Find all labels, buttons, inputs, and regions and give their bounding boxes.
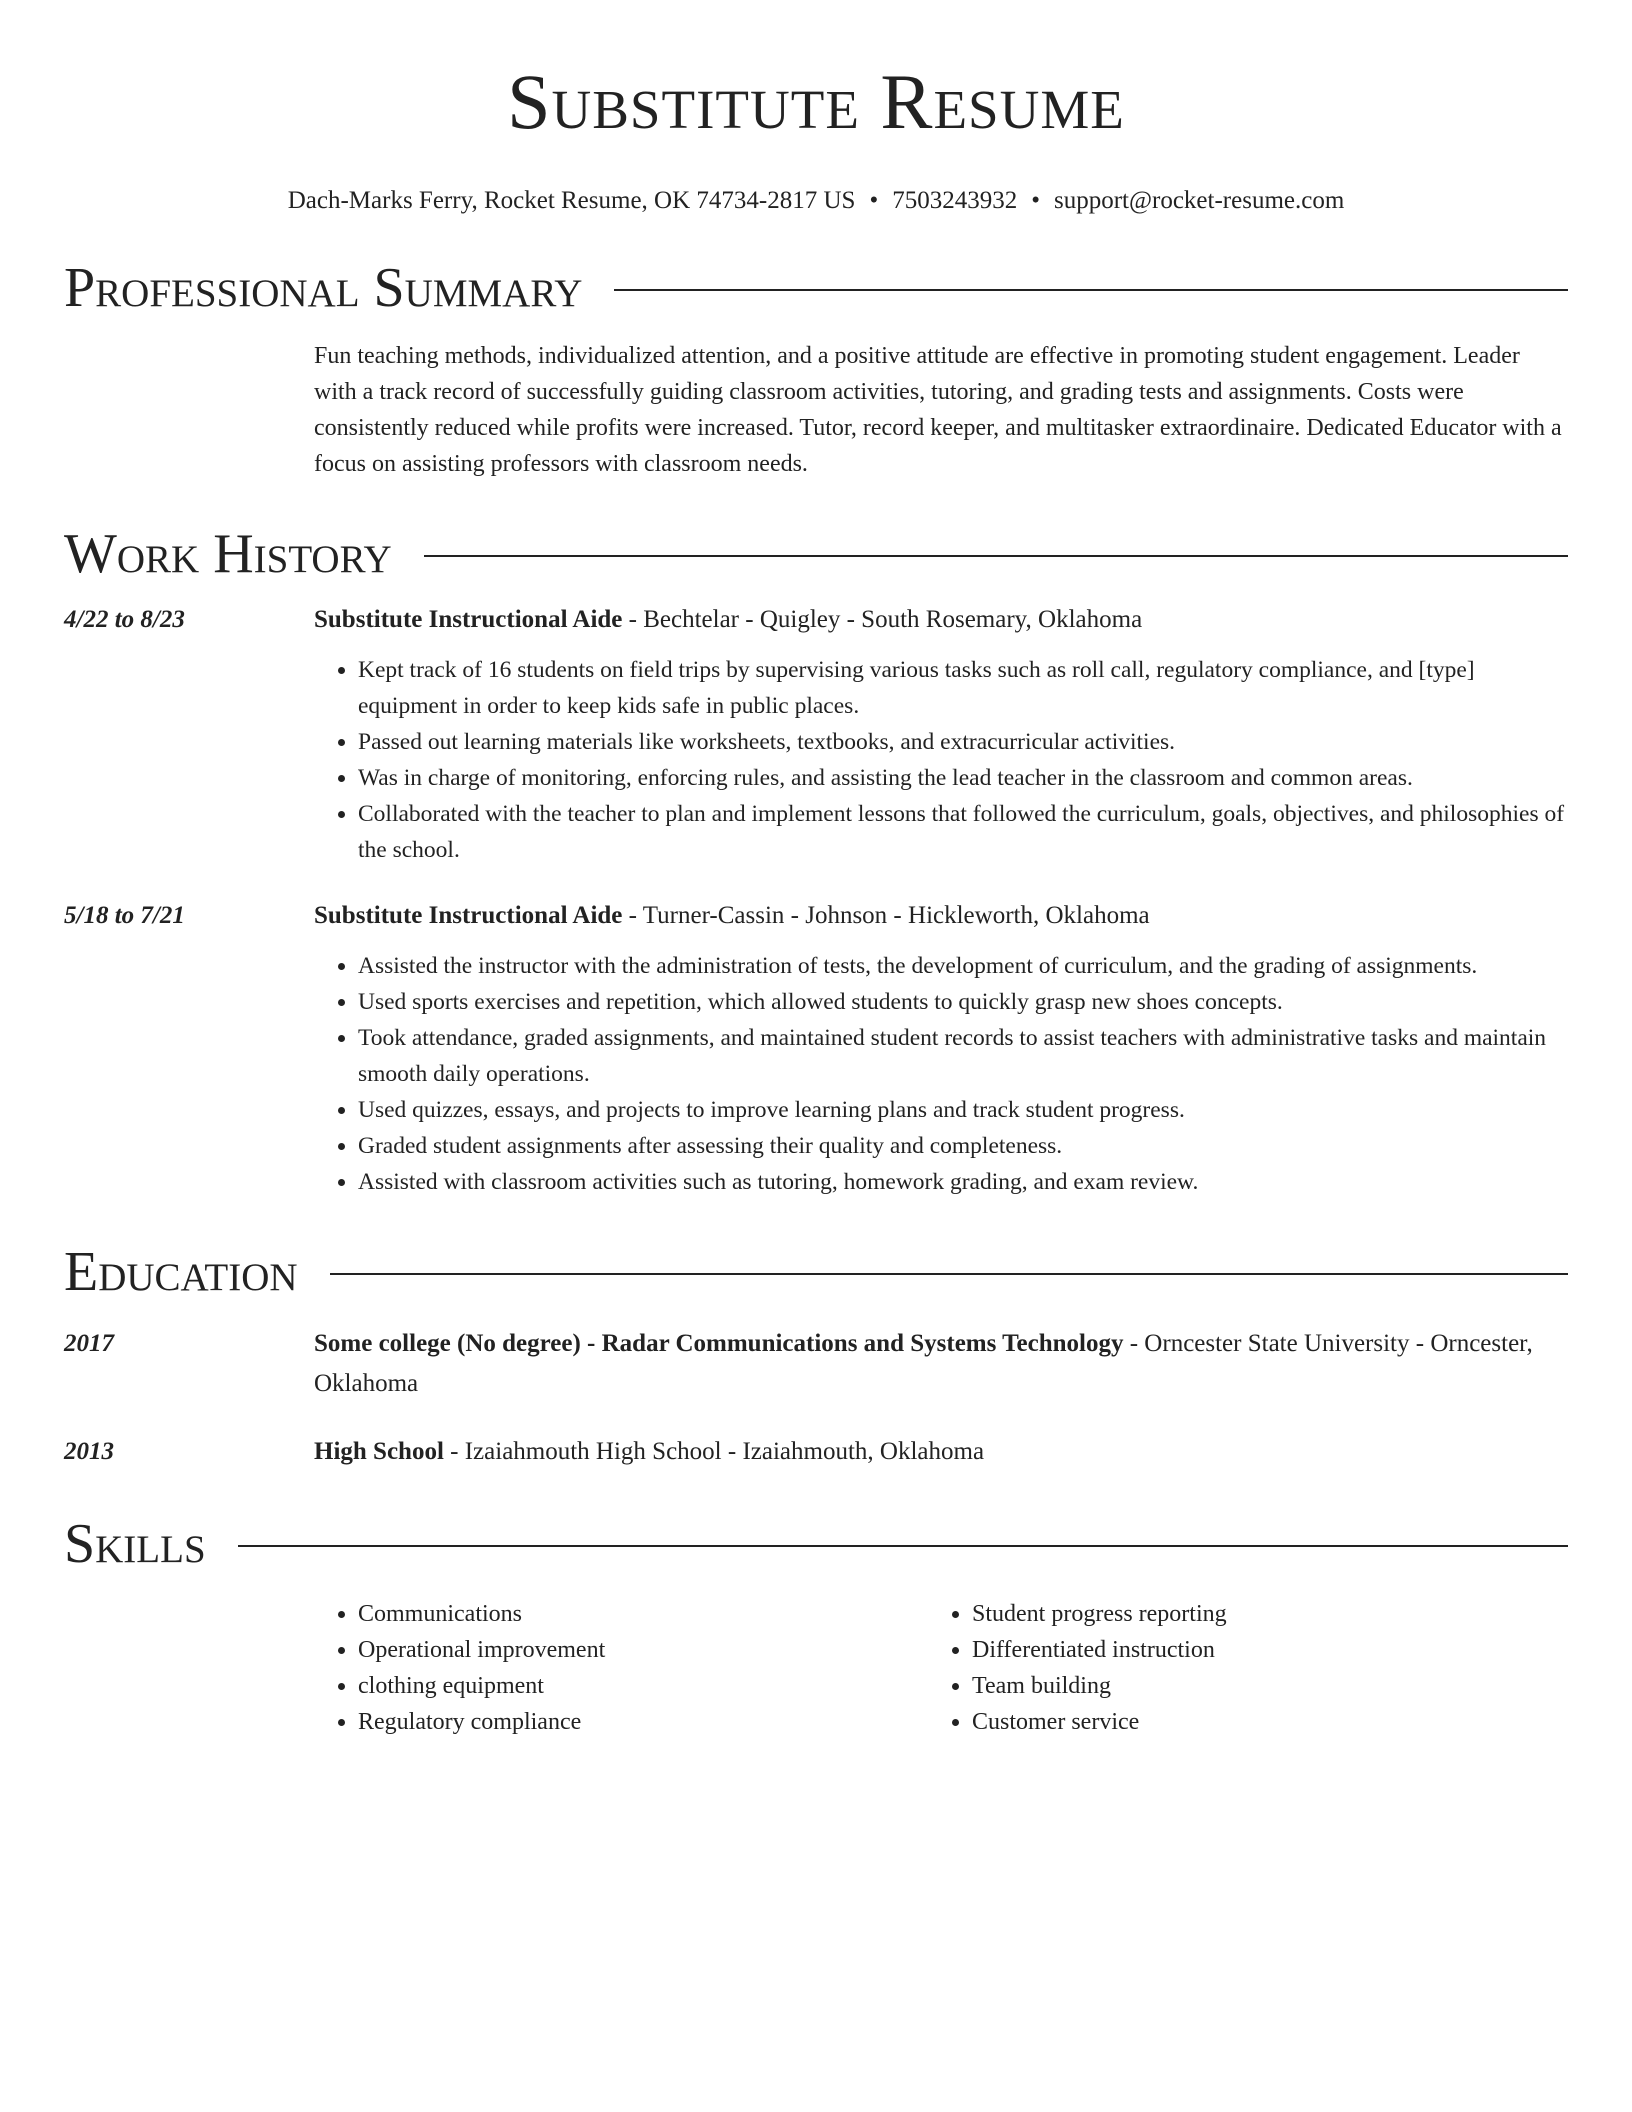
education-body [314, 1324, 1568, 1404]
section-divider [238, 1545, 1568, 1547]
education-body [314, 1432, 1568, 1472]
skills-section-header [64, 1512, 1568, 1576]
job-bullets [314, 948, 1568, 1200]
skill-item: • Student progress reporting [972, 1596, 1542, 1632]
job-bullet: • Graded student assignments after assessing their quality and completeness. [358, 1128, 1568, 1164]
contact-address: Dach-Marks Ferry, Rocket Resume, OK 74734-2817 US [287, 187, 856, 214]
contact-separator: • [869, 187, 879, 214]
job-dates: 5/18 to 7/21 [64, 902, 185, 929]
skill-item: • Regulatory compliance [358, 1704, 928, 1740]
skill-item: • Operational improvement [358, 1632, 928, 1668]
job-bullet: • Kept track of 16 students on field trips by supervising various tasks such as roll call, regulatory compliance, and [type] equipment in order to keep kids safe in public places. [358, 652, 1568, 724]
job-title-line [314, 896, 1568, 936]
job-bullet: • Took attendance, graded assignments, and maintained student records to assist teachers with administrative tasks and maintain smooth daily operations. [358, 1020, 1568, 1092]
job-title-line [314, 600, 1568, 640]
skills-column-right [928, 1596, 1542, 1740]
resume-title: Substitute Resume [507, 58, 1125, 145]
education-entry [64, 1324, 1568, 1404]
job-employer: - Bechtelar - Quigley - South Rosemary, Oklahoma [622, 606, 1143, 633]
section-divider [424, 555, 1568, 557]
education-school: - Izaiahmouth High School - Izaiahmouth, Oklahoma [443, 1438, 985, 1465]
summary-section-title: Professional Summary [64, 257, 583, 319]
job-bullet: • Used sports exercises and repetition, which allowed students to quickly grasp new shoes concepts. [358, 984, 1568, 1020]
contact-phone: 7503243932 [892, 187, 1018, 214]
education-year: 2017 [64, 1330, 114, 1357]
job-dates: 4/22 to 8/23 [64, 606, 185, 633]
job-bullet: • Passed out learning materials like worksheets, textbooks, and extracurricular activities. [358, 724, 1568, 760]
summary-text: Fun teaching methods, individualized attention, and a positive attitude are effective in promoting student engagement. Leader with a track record of successfully guiding classroom activities, tutoring, and grading tests and assignments. Costs were consistently reduced while profits were increased. Tutor, record keeper, and multitasker extraordinaire. Dedicated Educator with a focus on assisting professors with classroom needs. [314, 343, 1562, 477]
education-section-title: Education [64, 1241, 298, 1303]
skills-column-left [314, 1596, 928, 1740]
work-section-title: Work History [64, 523, 392, 585]
skill-item: • Customer service [972, 1704, 1542, 1740]
summary-section-header [64, 256, 1568, 320]
skill-item: • clothing equipment [358, 1668, 928, 1704]
education-degree: Some college (No degree) - Radar Communications and Systems Technology [314, 1330, 1124, 1357]
contact-line [64, 186, 1568, 216]
job-bullet: • Used quizzes, essays, and projects to improve learning plans and track student progress. [358, 1092, 1568, 1128]
job-entry [64, 896, 1568, 1200]
job-bullet: • Assisted the instructor with the administration of tests, the development of curriculum, and the grading of assignments. [358, 948, 1568, 984]
job-body [314, 896, 1568, 1200]
skills-grid [64, 1596, 1568, 1740]
education-degree: High School [314, 1438, 444, 1465]
skill-item: • Differentiated instruction [972, 1632, 1542, 1668]
job-position: Substitute Instructional Aide [314, 606, 623, 633]
job-bullet: • Assisted with classroom activities such as tutoring, homework grading, and exam review. [358, 1164, 1568, 1200]
job-bullet: • Was in charge of monitoring, enforcing rules, and assisting the lead teacher in the classroom and common areas. [358, 760, 1568, 796]
skills-section-title: Skills [64, 1513, 206, 1575]
job-position: Substitute Instructional Aide [314, 902, 623, 929]
job-bullet: • Collaborated with the teacher to plan and implement lessons that followed the curriculum, goals, objectives, and philosophies of the school. [358, 796, 1568, 868]
education-year: 2013 [64, 1438, 114, 1465]
education-school: - Orncester State University - Orncester, Oklahoma [314, 1330, 1533, 1397]
contact-email: support@rocket-resume.com [1053, 187, 1345, 214]
contact-separator: • [1031, 187, 1040, 214]
section-divider [330, 1273, 1568, 1275]
education-section-header [64, 1240, 1568, 1304]
skill-item: • Team building [972, 1668, 1542, 1704]
section-divider [614, 289, 1568, 291]
job-bullets [314, 652, 1568, 868]
job-body [314, 600, 1568, 868]
job-entry [64, 600, 1568, 868]
job-employer: - Turner-Cassin - Johnson - Hickleworth, Oklahoma [622, 902, 1150, 929]
skill-item: • Communications [358, 1596, 928, 1632]
education-entry [64, 1432, 1568, 1472]
work-section-header [64, 522, 1568, 586]
